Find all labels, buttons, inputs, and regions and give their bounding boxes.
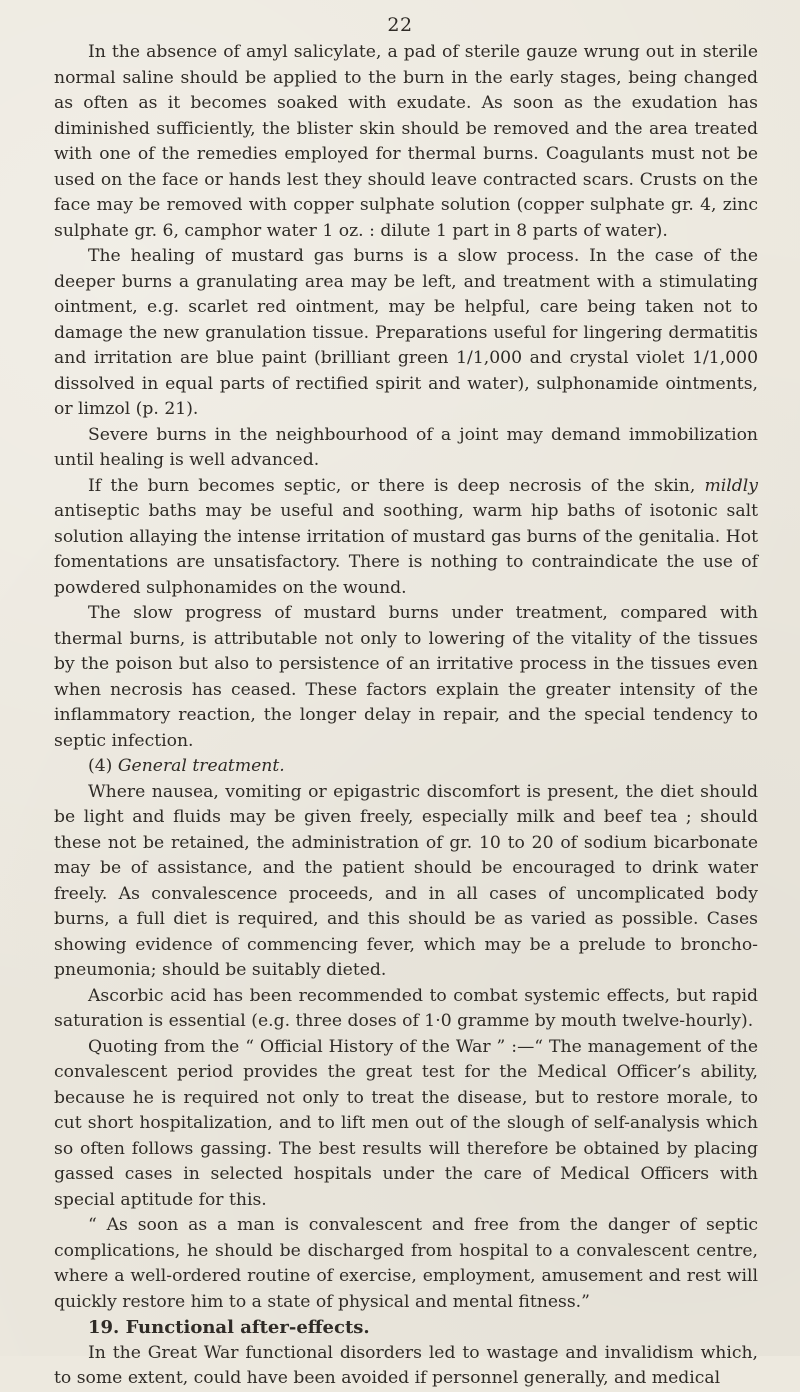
subsection-number: (4) [88, 756, 113, 776]
septic-text-emphasis: mildly [704, 475, 758, 496]
subsection-heading [54, 754, 758, 780]
paragraph-slow-progress: The slow progress of mustard burns under treatment, compared with thermal burns, is attributable not only to lowering of the vitality of the tissues by the poison but also to persistence of an irritative process in the tissues even when necrosis has ceased. These factors explain the greater intensity of the inflammatory reaction, the longer delay in repair, and the special tendency to septic infection. [54, 603, 758, 751]
paragraph-immobilization: Severe burns in the neighbourhood of a joint may demand immobilization until healing is well advanced. [54, 424, 758, 470]
paragraph-official-history: Quoting from the “ Official History of the War ” :—“ The management of the convalescent period provides the great test for the Medical Officer’s ability, because he is required not only to treat the disease, but to restore morale, to cut short hospitalization, and to lift men out of the slough of self-analysis which so often follows gassing. The best results will therefore be obtained by placing gassed cases in selected hospitals under the care of Medical Officers with special aptitude for this. [54, 1036, 758, 1210]
septic-text-after: antiseptic baths may be useful and soothing, warm hip baths of isotonic salt solution allaying the intense irritation of mustard gas burns of the genitalia. Hot fomentations are unsatisfactory. There is nothing to contraindicate the use of powdered sulphonamides on the wound. [54, 501, 758, 598]
septic-text-before: If the burn becomes septic, or there is deep necrosis of the skin, [88, 475, 705, 496]
paragraph-amyl-salicylate: In the absence of amyl salicylate, a pad of sterile gauze wrung out in sterile normal saline should be applied to the burn in the early stages, being changed as often as it becomes soaked with exudate. As soon as the exudation has diminished sufficiently, the blister skin should be removed and the area treated with one of the remedies employed for thermal burns. Coagulants must not be used on the face or hands lest they should leave contracted scars. Crusts on the face may be removed with copper sulphate solution (copper sulphate gr. 4, zinc sulphate gr. 6, camphor water 1 oz. : dilute 1 part in 8 parts of water). [54, 42, 758, 241]
paragraph-diet: Where nausea, vomiting or epigastric discomfort is present, the diet should be light and fluids may be given freely, especially milk and beef tea ; should these not be retained, the administration of gr. 10 to 20 of sodium bicarbonate may be of assistance, and the patient should be encouraged to drink water freely. As convalescence proceeds, and in all cases of uncomplicated body burns, a full diet is required, and this should be as varied as possible. Cases showing evidence of commencing fever, which may be a prelude to broncho-pneumonia; should be suitably dieted. [54, 781, 758, 980]
section-heading: 19. Functional after-effects. [88, 1317, 370, 1338]
paragraph-functional-disorders: In the Great War functional disorders led to wastage and invalidism which, to some extent, could have been avoided if personnel generally, and medical [54, 1342, 758, 1388]
page-number: 22 [387, 14, 413, 36]
paragraph-septic-burn [54, 474, 758, 602]
body-text [54, 40, 758, 1392]
subsection-title: General treatment. [117, 756, 285, 776]
paragraph-convalescent: “ As soon as a man is convalescent and free from the danger of septic complications, he should be discharged from hospital to a convalescent centre, where a well-ordered routine of exercise, employment, amusement and rest will quickly restore him to a state of physical and mental fitness.” [54, 1215, 758, 1312]
paragraph-healing-process: The healing of mustard gas burns is a slow process. In the case of the deeper burns a granulating area may be left, and treatment with a stimulating ointment, e.g. scarlet red ointment, may be helpful, care being taken not to damage the new granulation tissue. Preparations useful for lingering dermatitis and irritation are blue paint (brilliant green 1/1,000 and crystal violet 1/1,000 dissolved in equal parts of rectified spirit and water), sulphonamide ointments, or limzol (p. 21). [54, 246, 758, 419]
paragraph-ascorbic-acid: Ascorbic acid has been recommended to combat systemic effects, but rapid saturation is essential (e.g. three doses of 1·0 gramme by mouth twelve-hourly). [54, 985, 758, 1031]
